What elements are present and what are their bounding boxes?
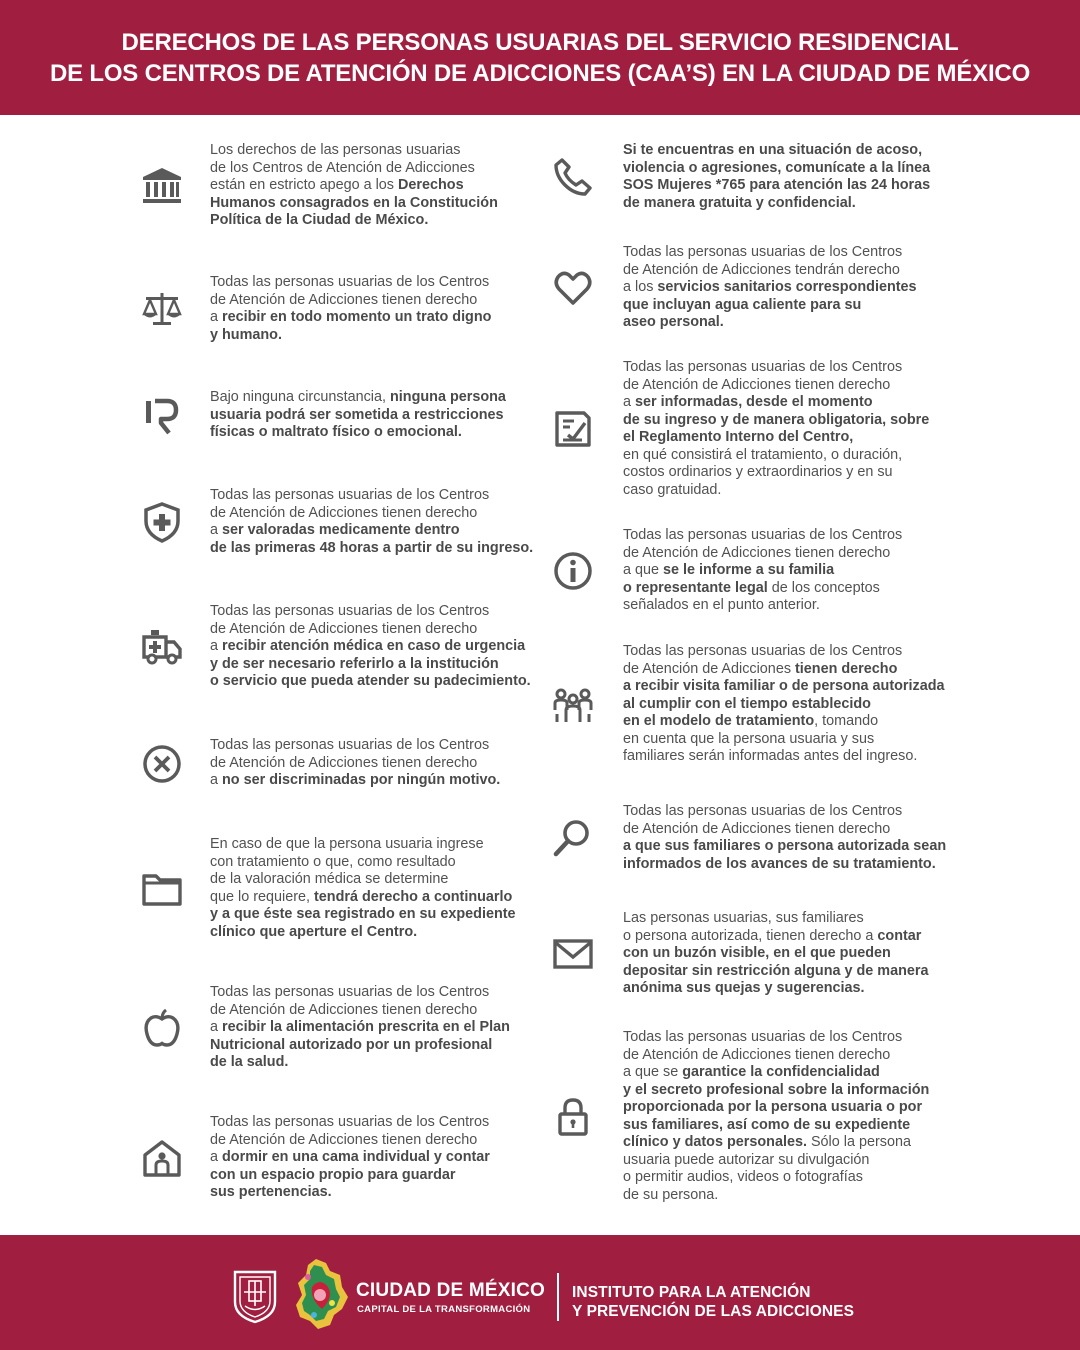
regular-text: , tomando en cuenta que la persona usuaria y sus familiares serán informadas antes del ingreso. [623,713,918,764]
right-right-item-7 [623,910,1053,998]
info-icon [551,549,595,593]
right-text [623,1029,1053,1204]
regular-text: Todas las personas usuarias de los Centros de Atención de Adicciones tienen derecho a [210,737,490,788]
institute-name-line-2: Y PREVENCIÓN DE LAS ADICCIONES [572,1303,855,1320]
right-text [623,527,1053,615]
right-text [210,984,640,1072]
regular-text: Todas las personas usuarias de los Centros de Atención de Adicciones tienen derecho a [623,359,903,410]
institute-name-line-1: INSTITUTO PARA LA ATENCIÓN [572,1284,811,1301]
regular-text: Todas las personas usuarias de los Centros de Atención de Adicciones tienen derecho a [210,984,490,1035]
regular-text: Todas las personas usuarias de los Centros de Atención de Adicciones tienen derecho a que [623,527,903,578]
left-right-item-6 [210,737,640,790]
right-text [623,142,1053,212]
right-text [623,244,1053,332]
bold-text: ninguna persona usuaria podrá ser sometida a restricciones físicas o maltrato físico o emocional. [210,389,506,440]
regular-text: Todas las personas usuarias de los Centros de Atención de Adicciones [623,643,903,677]
page-title-line-1: DERECHOS DE LAS PERSONAS USUARIAS DEL SERVICIO RESIDENCIAL [121,28,959,56]
regular-text: Sólo la persona usuaria puede autorizar su divulgación o permitir audios, videos o fotografías de su persona. [623,1134,911,1203]
regular-text: en qué consistirá el tratamiento, o duración, costos ordinarios y extraordinarios y en su caso gratuidad. [623,446,903,498]
regular-text: Todas las personas usuarias de los Centros de Atención de Adicciones tienen derecho [623,803,903,837]
right-text [210,603,640,691]
right-text [623,910,1053,998]
right-right-item-3 [623,359,1053,499]
home-person-icon [140,1136,184,1180]
bold-text: recibir en todo momento un trato digno y humano. [210,309,492,343]
regular-text: Las personas usuarias, sus familiares o persona autorizada, tienen derecho a [623,910,874,944]
regular-text: Los derechos de las personas usuarias de los Centros de Atención de Adicciones están en estricto apego a los [210,142,475,193]
heart-icon [551,266,595,310]
page-footer [0,1235,1080,1350]
right-text [623,803,1053,873]
regular-text: Todas las personas usuarias de los Centros de Atención de Adicciones tienen derecho a [210,1114,490,1165]
bold-text: garantice la confidencialidad y el secreto profesional sobre la información proporcionada por la persona usuaria o por sus familiares, así como de su expediente clínico y datos personales. [623,1064,930,1150]
hand-stop-icon [140,394,184,438]
regular-text: Todas las personas usuarias de los Centros de Atención de Adicciones tienen derecho a [210,274,490,325]
regular-text: Bajo ninguna circunstancia, [210,389,390,405]
right-right-item-6 [623,803,1053,873]
left-right-item-8 [210,984,640,1072]
bold-text: Si te encuentras en una situación de acoso, violencia o agresiones, comunícate a la línea SOS Mujeres *765 para atención las 24 horas de manera gratuita y confidencial. [623,142,931,211]
scale-icon [140,287,184,331]
right-right-item-5 [623,643,1053,766]
bold-text: tendrá derecho a continuarlo y a que éste sea registrado en su expediente clínico que aperture el Centro. [210,888,516,940]
right-text [210,737,640,790]
bold-text: dormir en una cama individual y contar con un espacio propio para guardar sus pertenencias. [210,1149,490,1200]
bold-text: a que sus familiares o persona autorizada sean informados de los avances de su tratamiento. [623,838,947,872]
left-right-item-5 [210,603,640,691]
bold-text: tienen derecho a recibir visita familiar o de persona autorizada al cumplir con el tiempo establecido en el modelo de tratamiento [623,660,945,729]
envelope-icon [551,932,595,976]
search-icon [551,816,595,860]
family-icon [551,683,595,727]
bold-text: contar con un buzón visible, en el que pueden depositar sin restricción alguna y de manera anónima sus quejas y sugerencias. [623,927,929,996]
right-right-item-4 [623,527,1053,615]
right-right-item-2 [623,244,1053,332]
right-right-item-1 [623,142,1053,212]
document-check-icon [551,407,595,451]
shield-plus-icon [140,500,184,544]
ambulance-icon [140,625,184,669]
right-right-item-8 [623,1029,1053,1204]
circle-x-icon [140,742,184,786]
bold-text: no ser discriminadas por ningún motivo. [222,772,501,788]
bold-text: ser valoradas medicamente dentro de las primeras 48 horas a partir de su ingreso. [210,522,534,556]
regular-text: de los conceptos señalados en el punto anterior. [623,579,880,613]
page-title-line-2: DE LOS CENTROS DE ATENCIÓN DE ADICCIONES (CAA’S) EN LA CIUDAD DE MÉXICO [49,59,1031,87]
apple-icon [140,1006,184,1050]
regular-text: Todas las personas usuarias de los Centros de Atención de Adicciones tienen derecho a [210,487,490,538]
folder-icon [140,867,184,911]
lock-icon [551,1095,595,1139]
page-header [0,0,1080,115]
right-text [210,487,640,557]
regular-text: Todas las personas usuarias de los Centros de Atención de Adicciones tendrán derecho a los [623,244,903,295]
right-text [623,359,1053,499]
right-text [623,643,1053,766]
bold-text: recibir atención médica en caso de urgencia y de ser necesario referirlo a la institución o servicio que pueda atender su padecimiento. [210,638,531,689]
bold-text: se le informe a su familia o representante legal [623,562,835,596]
left-right-item-4 [210,487,640,557]
footer-divider [557,1273,559,1321]
institution-icon [140,164,184,208]
cdmx-subtitle: CAPITAL DE LA TRANSFORMACIÓN [357,1304,531,1315]
cdmx-title: CIUDAD DE MÉXICO [356,1280,545,1301]
regular-text: Todas las personas usuarias de los Centros de Atención de Adicciones tienen derecho a que se [623,1029,903,1080]
cdmx-map-logo [292,1257,350,1331]
regular-text: Todas las personas usuarias de los Centros de Atención de Adicciones tienen derecho a [210,603,490,654]
phone-icon [551,155,595,199]
bold-text: servicios sanitarios correspondientes que incluyan agua caliente para su aseo personal. [623,279,917,330]
bold-text: recibir la alimentación prescrita en el Plan Nutricional autorizado por un profesional de la salud. [210,1019,510,1070]
regular-text: En caso de que la persona usuaria ingrese con tratamiento o que, como resultado de la valoración médica se determine que lo requiere, [210,836,484,905]
cdmx-crest-logo [232,1268,278,1324]
bold-text: Derechos Humanos consagrados en la Constitución Política de la Ciudad de México. [210,177,498,228]
bold-text: ser informadas, desde el momento de su ingreso y de manera obligatoria, sobre el Reglamento Interno del Centro, [623,394,930,445]
